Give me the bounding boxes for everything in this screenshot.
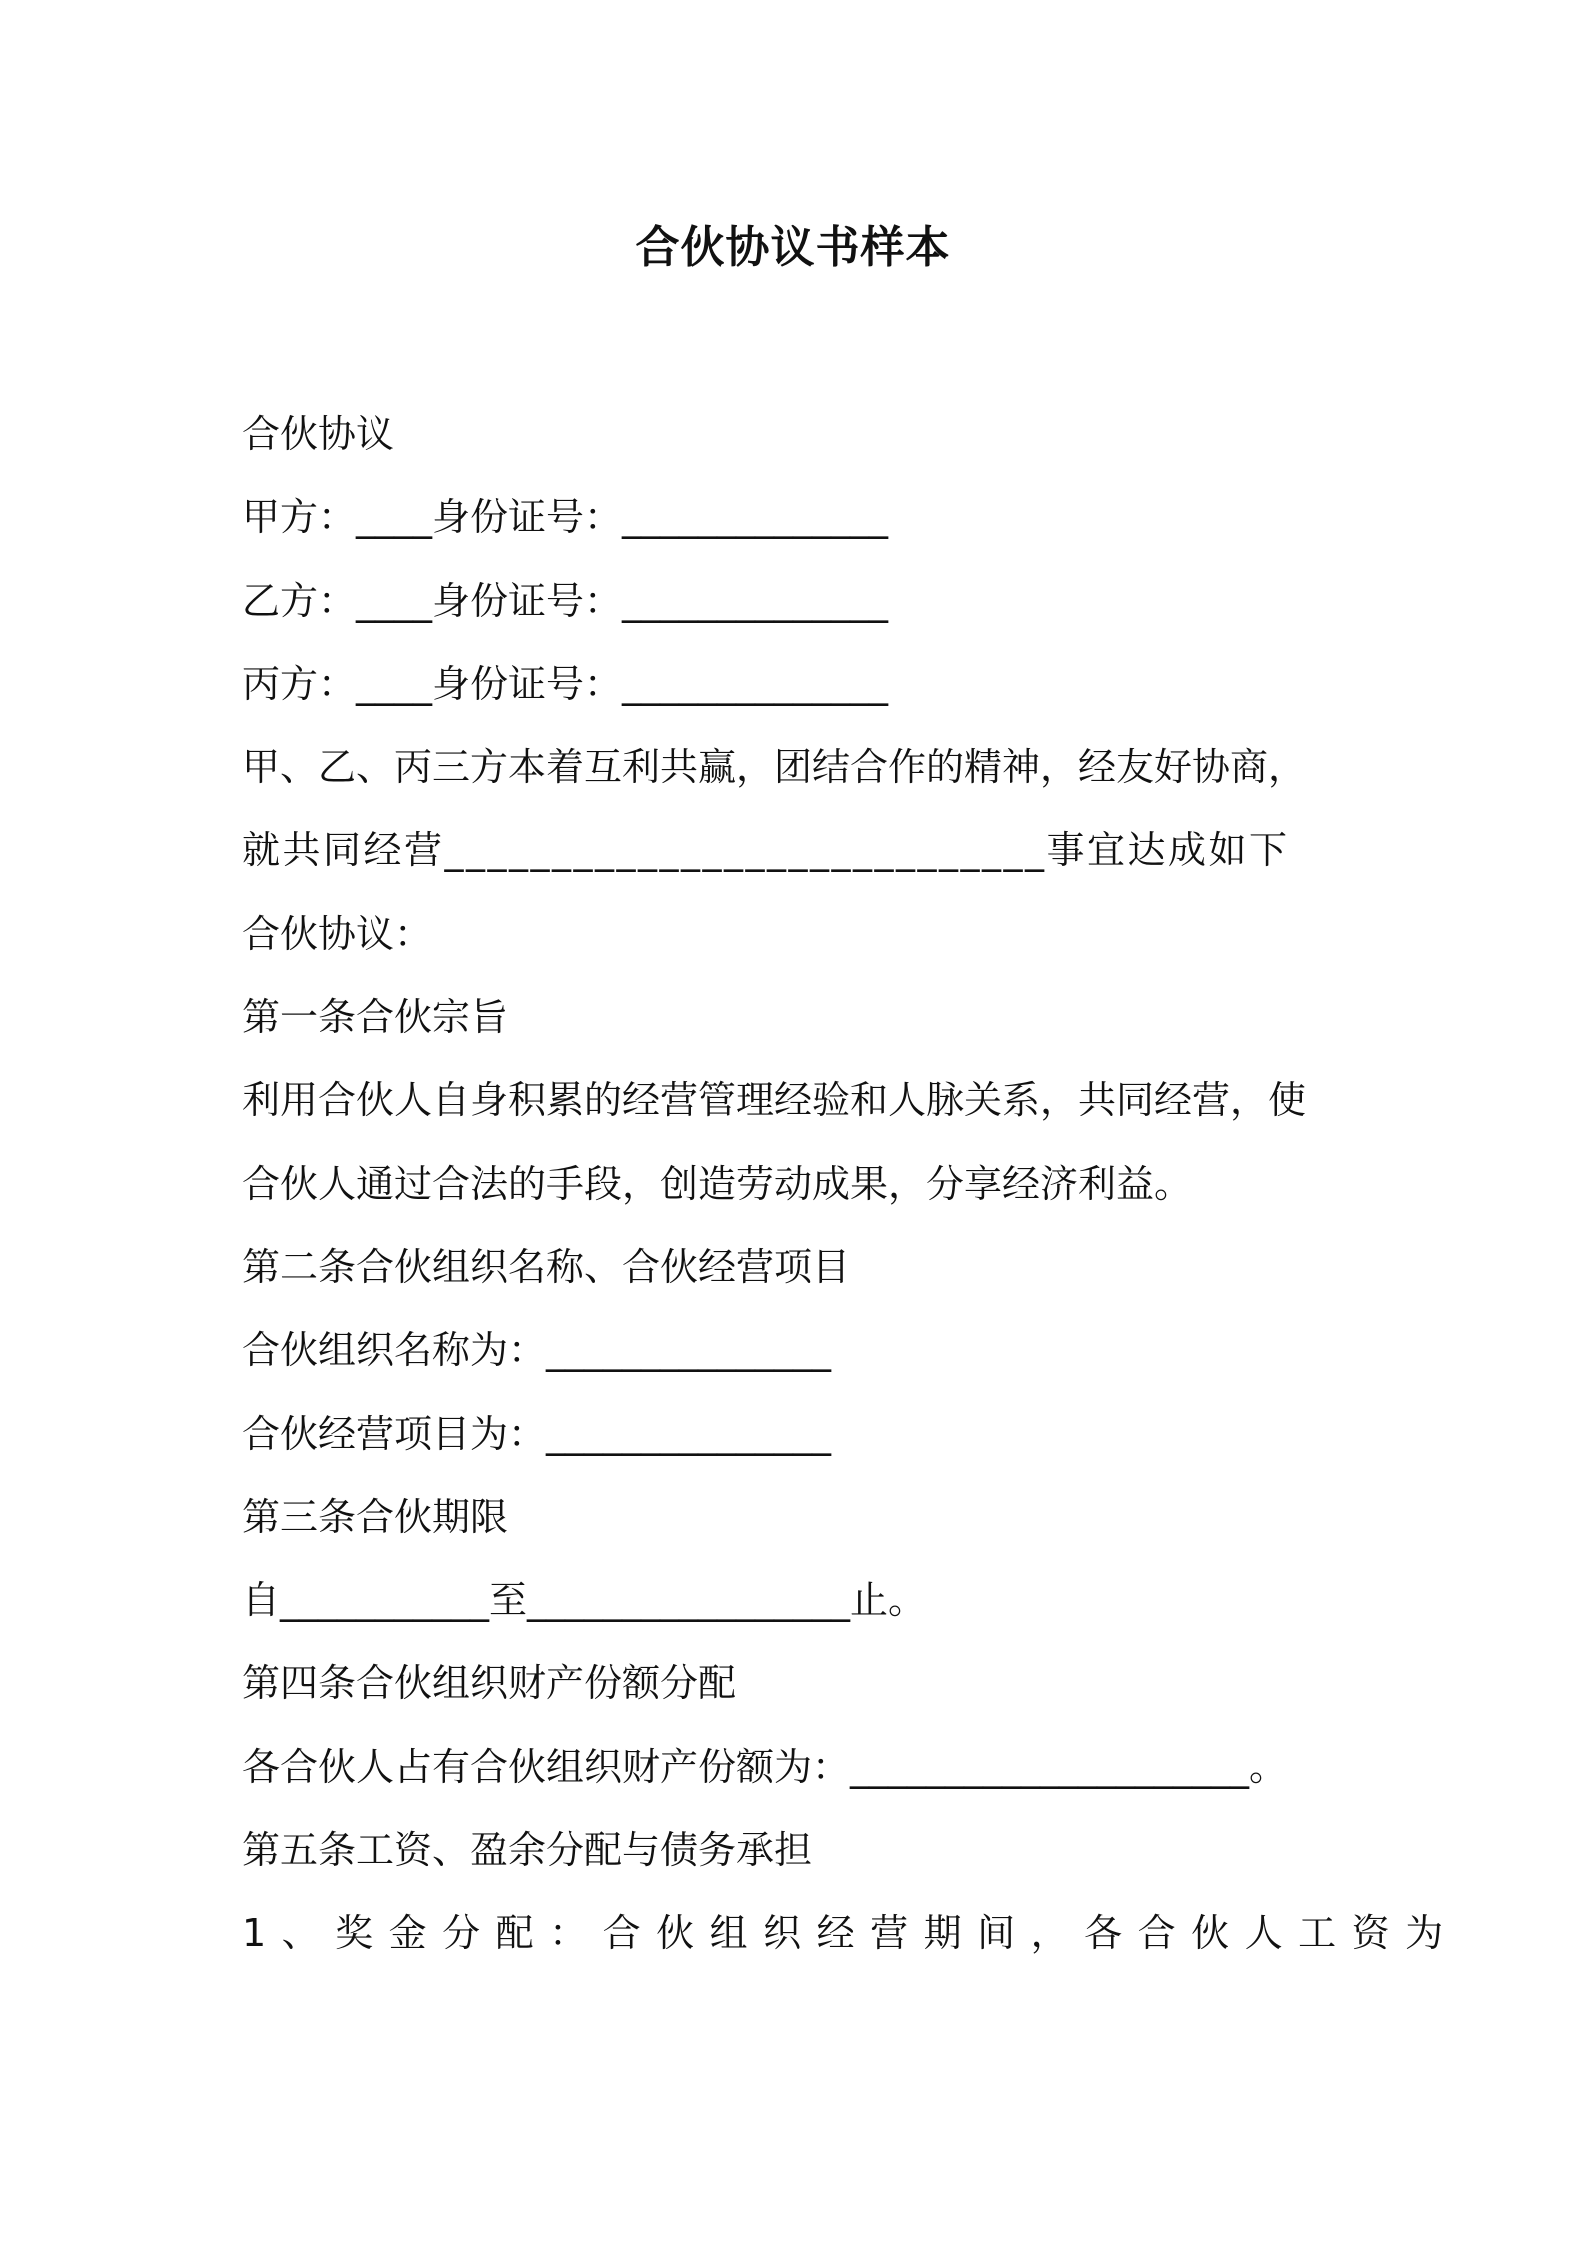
preamble-line-2: 就共同经营____________________________事宜达成如下 xyxy=(242,828,1290,873)
document-title: 合伙协议书样本 xyxy=(635,222,951,273)
party-b-line: 乙方：____身份证号：______________ xyxy=(242,578,889,623)
section-heading-agreement: 合伙协议 xyxy=(242,412,395,456)
article-4-heading: 第四条合伙组织财产份额分配 xyxy=(242,1661,737,1706)
party-a-line: 甲方：____身份证号：______________ xyxy=(242,495,889,540)
article-1-heading: 第一条合伙宗旨 xyxy=(242,995,509,1040)
article-1-text-line-2: 合伙人通过合法的手段，创造劳动成果，分享经济利益。 xyxy=(242,1161,1193,1206)
party-c-line: 丙方：____身份证号：______________ xyxy=(242,661,889,706)
preamble-line-3: 合伙协议： xyxy=(242,911,433,956)
term-line: 自___________至_________________止。 xyxy=(242,1578,927,1623)
property-share-line: 各合伙人占有合伙组织财产份额为：_____________________。 xyxy=(242,1744,1288,1789)
organization-name-line: 合伙组织名称为：_______________ xyxy=(242,1328,832,1373)
document-body xyxy=(242,404,1459,1987)
article-5-heading: 第五条工资、盈余分配与债务承担 xyxy=(242,1828,813,1873)
article-1-text-line-1: 利用合伙人自身积累的经营管理经验和人脉关系，共同经营，使 xyxy=(242,1078,1307,1123)
preamble-line-1: 甲、乙、丙三方本着互利共赢，团结合作的精神，经友好协商， xyxy=(242,745,1307,790)
article-3-heading: 第三条合伙期限 xyxy=(242,1494,509,1539)
bonus-distribution-line: 1、奖金分配：合伙组织经营期间，各合伙人工资为 xyxy=(242,1911,1459,1956)
business-project-line: 合伙经营项目为：_______________ xyxy=(242,1411,832,1456)
article-2-heading: 第二条合伙组织名称、合伙经营项目 xyxy=(242,1244,851,1289)
